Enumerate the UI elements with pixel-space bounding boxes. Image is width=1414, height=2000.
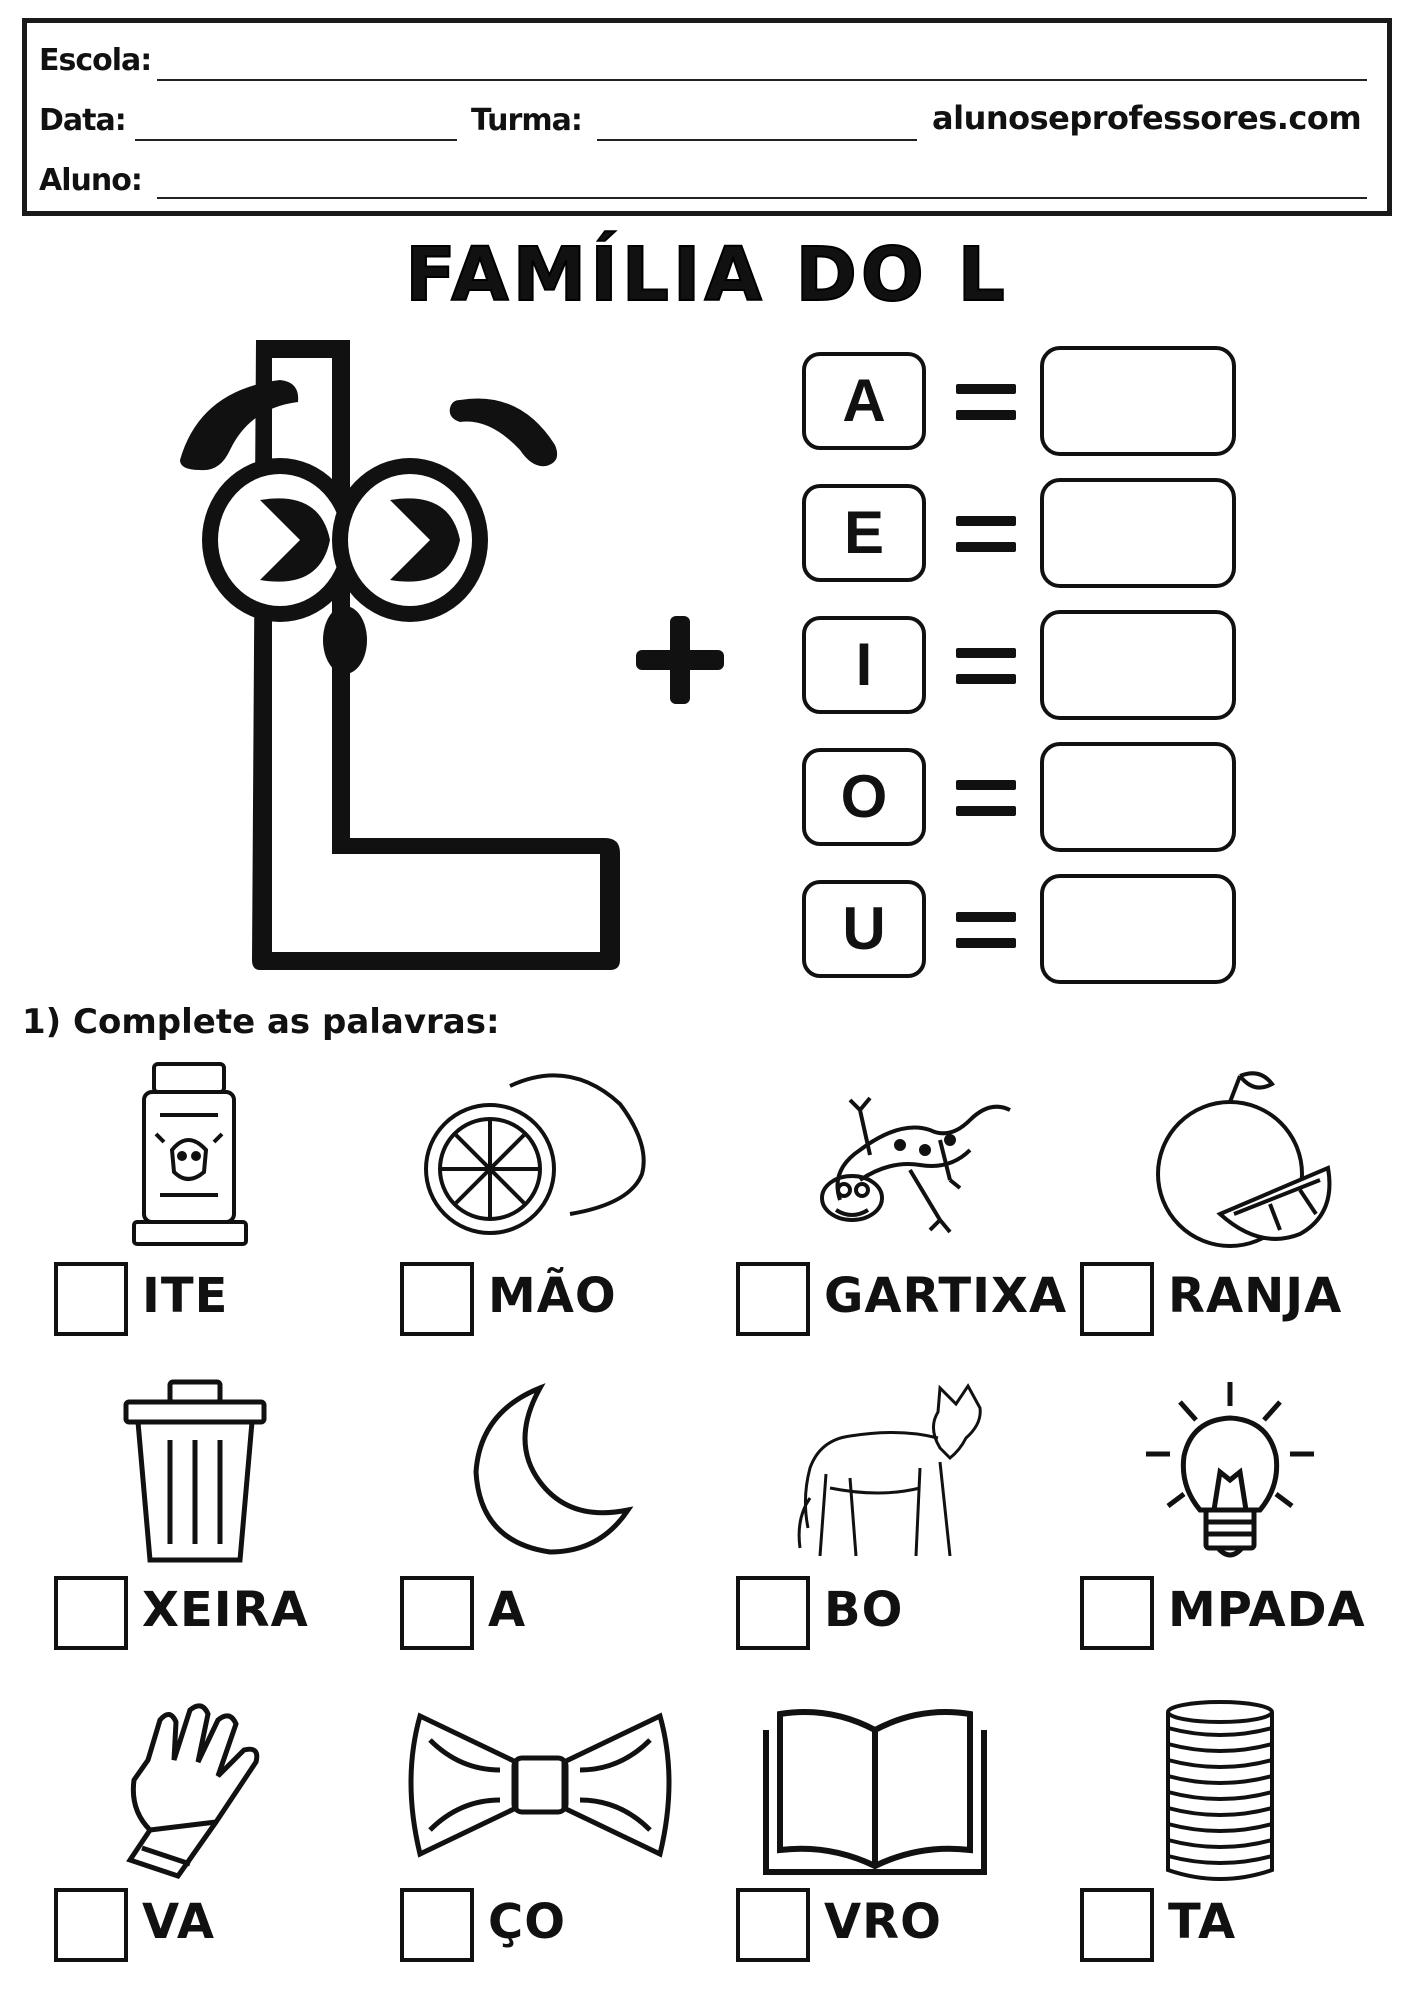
word-va: VA bbox=[142, 1894, 216, 1950]
tin-can-icon bbox=[1160, 1698, 1280, 1888]
page-title: FAMÍLIA DO L bbox=[405, 232, 1009, 318]
checkbox[interactable] bbox=[400, 1888, 474, 1962]
trash-can-icon bbox=[120, 1378, 270, 1568]
book-icon bbox=[760, 1700, 990, 1880]
word-ranja: RANJA bbox=[1168, 1268, 1343, 1324]
header-box bbox=[22, 18, 1392, 216]
date-field[interactable] bbox=[135, 139, 457, 141]
site-name: alunoseprofessores.com bbox=[932, 99, 1362, 137]
student-field[interactable] bbox=[157, 197, 1367, 199]
answer-box-lu[interactable] bbox=[1040, 874, 1236, 984]
vowel-o-box: O bbox=[802, 748, 926, 846]
checkbox[interactable] bbox=[1080, 1576, 1154, 1650]
answer-box-le[interactable] bbox=[1040, 478, 1236, 588]
word-xeira: XEIRA bbox=[142, 1582, 309, 1638]
class-field[interactable] bbox=[597, 139, 917, 141]
glove-icon bbox=[120, 1700, 280, 1880]
answer-box-li[interactable] bbox=[1040, 610, 1236, 720]
word-bo: BO bbox=[824, 1582, 904, 1638]
checkbox[interactable] bbox=[736, 1888, 810, 1962]
orange-icon bbox=[1150, 1064, 1340, 1254]
equals-sign-icon bbox=[956, 384, 1016, 420]
checkbox[interactable] bbox=[1080, 1888, 1154, 1962]
moon-icon bbox=[460, 1382, 640, 1562]
lemon-icon bbox=[420, 1064, 660, 1244]
vowel-i-box: I bbox=[802, 616, 926, 714]
letter-l-character-icon bbox=[160, 330, 640, 980]
bow-tie-icon bbox=[400, 1710, 680, 1860]
vowel-e-box: E bbox=[802, 484, 926, 582]
date-label: Data: bbox=[39, 103, 126, 138]
answer-box-la[interactable] bbox=[1040, 346, 1236, 456]
equals-sign-icon bbox=[956, 780, 1016, 816]
checkbox[interactable] bbox=[400, 1576, 474, 1650]
vowel-a-box: A bbox=[802, 352, 926, 450]
plus-icon bbox=[632, 612, 728, 708]
word-vro: VRO bbox=[824, 1894, 942, 1950]
word-mao: MÃO bbox=[488, 1268, 617, 1324]
equals-sign-icon bbox=[956, 516, 1016, 552]
student-label: Aluno: bbox=[39, 163, 142, 198]
vowel-u-box: U bbox=[802, 880, 926, 978]
checkbox[interactable] bbox=[54, 1888, 128, 1962]
class-label: Turma: bbox=[471, 103, 582, 138]
word-gartixa: GARTIXA bbox=[824, 1268, 1068, 1324]
checkbox[interactable] bbox=[736, 1576, 810, 1650]
checkbox[interactable] bbox=[1080, 1262, 1154, 1336]
checkbox[interactable] bbox=[54, 1262, 128, 1336]
checkbox[interactable] bbox=[400, 1262, 474, 1336]
word-a: A bbox=[488, 1582, 527, 1638]
word-ite: ITE bbox=[142, 1268, 229, 1324]
wolf-icon bbox=[790, 1378, 990, 1568]
word-co: ÇO bbox=[488, 1894, 567, 1950]
answer-box-lo[interactable] bbox=[1040, 742, 1236, 852]
instruction: 1) Complete as palavras: bbox=[22, 1002, 500, 1042]
word-mpada: MPADA bbox=[1168, 1582, 1366, 1638]
equals-sign-icon bbox=[956, 912, 1016, 948]
milk-can-icon bbox=[130, 1060, 270, 1250]
light-bulb-icon bbox=[1140, 1376, 1320, 1566]
word-ta: TA bbox=[1168, 1894, 1237, 1950]
checkbox[interactable] bbox=[736, 1262, 810, 1336]
checkbox[interactable] bbox=[54, 1576, 128, 1650]
equals-sign-icon bbox=[956, 648, 1016, 684]
school-field[interactable] bbox=[157, 79, 1367, 81]
gecko-icon bbox=[800, 1070, 1020, 1250]
school-label: Escola: bbox=[39, 43, 152, 78]
